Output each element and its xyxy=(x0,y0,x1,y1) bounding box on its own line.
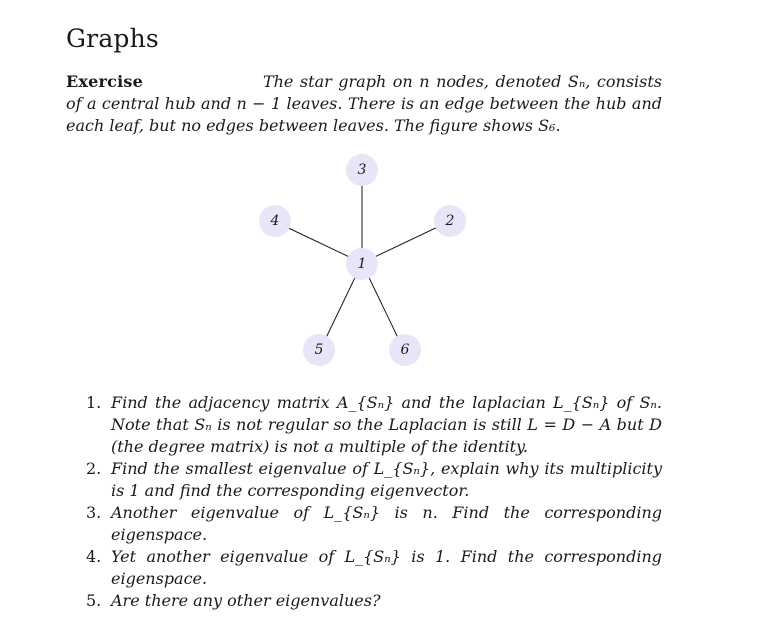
node-label-5: 5 xyxy=(314,342,324,358)
page-title: Graphs xyxy=(66,24,159,53)
task-item-2 xyxy=(86,458,662,502)
exercise-text: The star graph on n nodes, denoted Sₙ, consists of a central hub and n − 1 leaves. There is an edge between the hub and each leaf, but no edges between leaves. The figure shows S₆. xyxy=(66,72,662,135)
graph-node-5 xyxy=(303,334,335,366)
graph-node-4 xyxy=(259,205,291,237)
task-item-4 xyxy=(86,546,662,590)
task-text: Find the smallest eigenvalue of L_{Sₙ}, explain why its multiplicity is 1 and find the corresponding eigenvector. xyxy=(111,459,662,500)
star-graph-figure xyxy=(250,150,480,370)
exercise-statement xyxy=(66,71,662,137)
node-label-6: 6 xyxy=(400,342,410,358)
task-text: Another eigenvalue of L_{Sₙ} is n. Find the corresponding eigenspace. xyxy=(111,503,662,544)
task-number: 4. xyxy=(86,547,102,566)
task-number: 2. xyxy=(86,459,102,478)
task-number: 5. xyxy=(86,591,102,610)
node-label-3: 3 xyxy=(357,162,367,178)
task-text: Find the adjacency matrix A_{Sₙ} and the laplacian L_{Sₙ} of Sₙ. Note that Sₙ is not regular so the Laplacian is still L = D − A but D (the degree matrix) is not a multiple of the identity. xyxy=(111,393,662,456)
graph-node-3 xyxy=(346,154,378,186)
task-item-3 xyxy=(86,502,662,546)
task-item-5 xyxy=(86,590,662,612)
node-label-2: 2 xyxy=(445,213,455,229)
task-number: 1. xyxy=(86,393,102,412)
node-label-4: 4 xyxy=(270,213,280,229)
graph-node-1 xyxy=(346,248,378,280)
task-number: 3. xyxy=(86,503,102,522)
exercise-label: Exercise xyxy=(66,72,143,91)
graph-node-6 xyxy=(389,334,421,366)
task-list xyxy=(86,392,662,612)
task-text: Yet another eigenvalue of L_{Sₙ} is 1. Find the corresponding eigenspace. xyxy=(111,547,662,588)
graph-node-2 xyxy=(434,205,466,237)
task-text: Are there any other eigenvalues? xyxy=(111,591,381,610)
node-label-1: 1 xyxy=(357,256,367,272)
task-item-1 xyxy=(86,392,662,458)
star-graph-svg xyxy=(250,150,480,370)
